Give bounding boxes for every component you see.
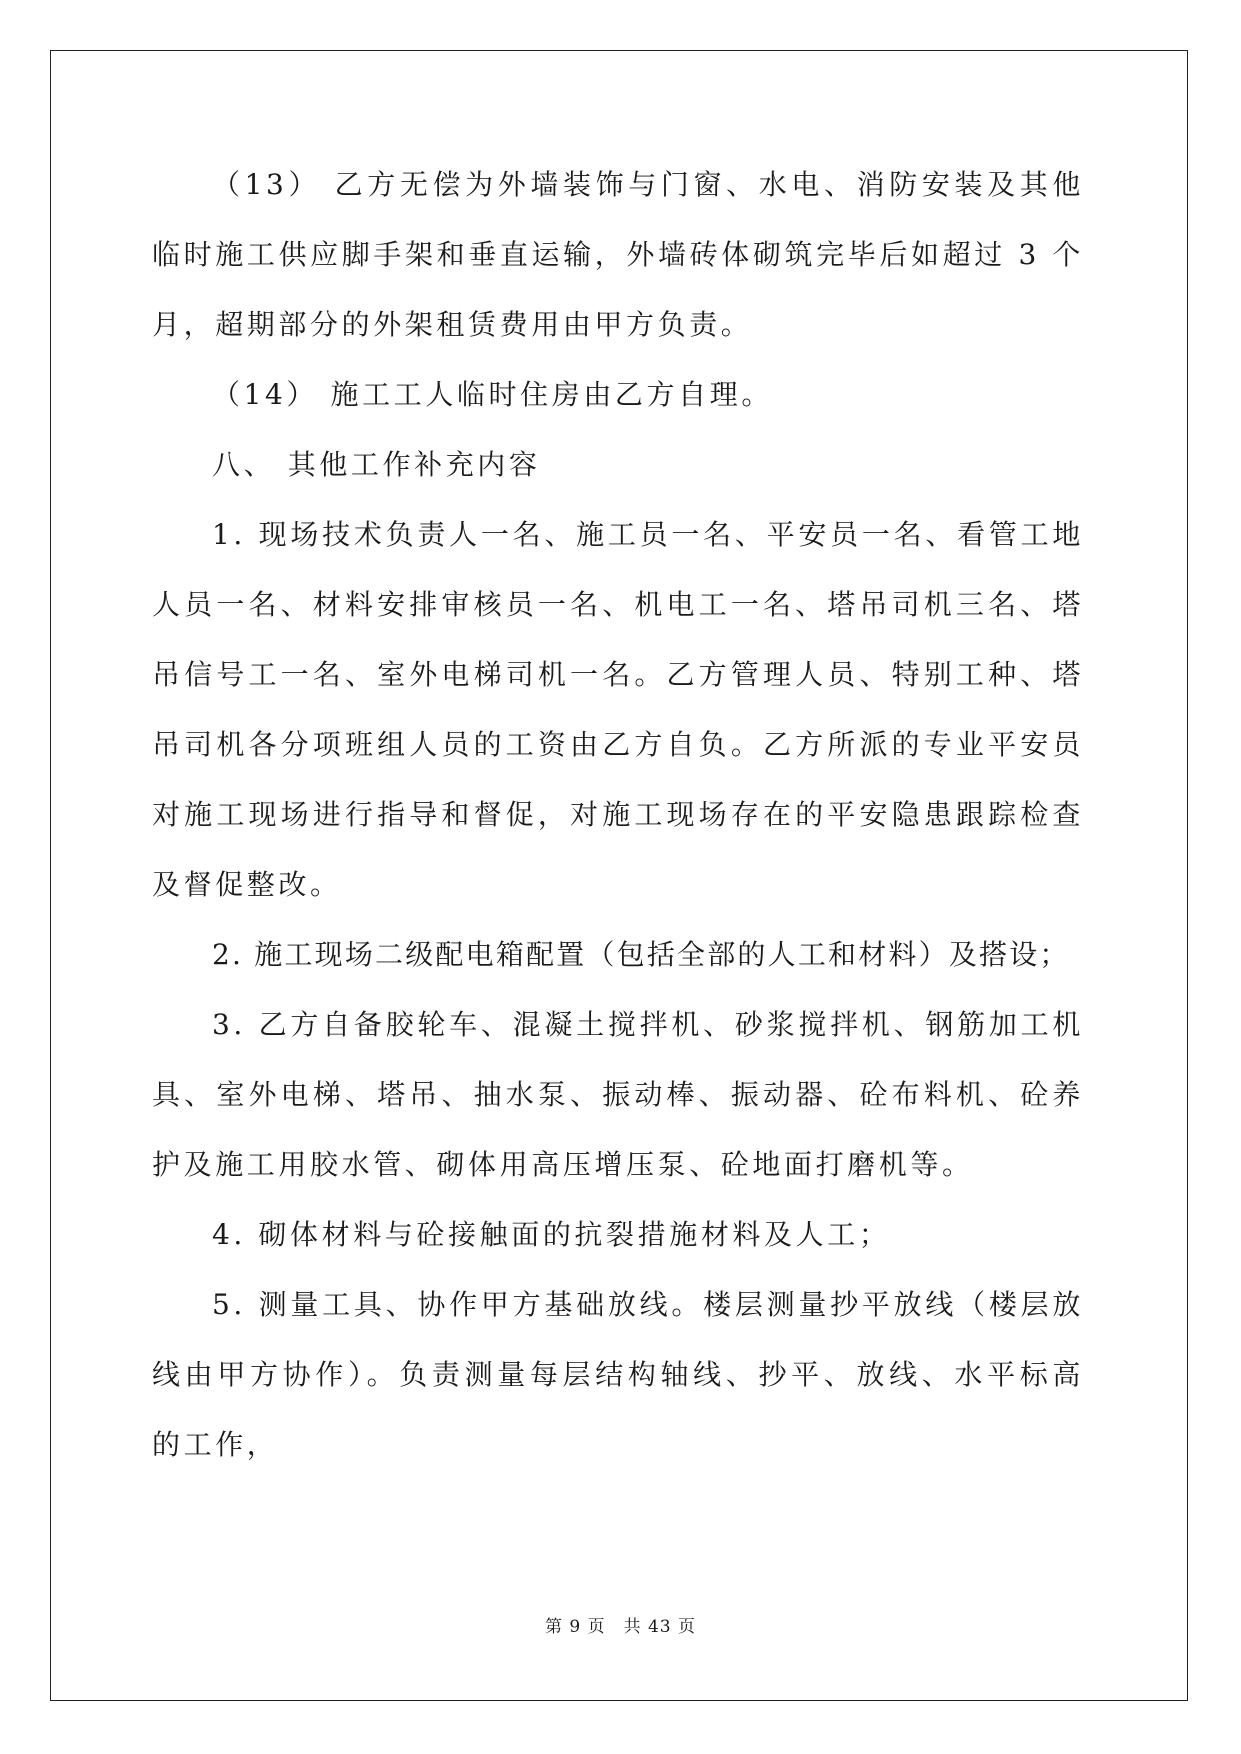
paragraph-item-5: 5. 测量工具、协作甲方基础放线。楼层测量抄平放线（楼层放线由甲方协作）。负责测量每层结构轴线、抄平、放线、水平标高的工作，	[152, 1288, 1084, 1461]
paragraph-13: （13） 乙方无偿为外墙装饰与门窗、水电、消防安装及其他临时施工供应脚手架和垂直运输，外墙砖体砌筑完毕后如超过 3 个月，超期部分的外架租赁费用由甲方负责。	[152, 168, 1084, 341]
paragraph-item-1: 1. 现场技术负责人一名、施工员一名、平安员一名、看管工地人员一名、材料安排审核员一名、机电工一名、塔吊司机三名、塔吊信号工一名、室外电梯司机一名。乙方管理人员、特别工种、塔吊司机各分项班组人员的工资由乙方自负。乙方所派的专业平安员对施工现场进行指导和督促，对施工现场存在的平安隐患跟踪检查及督促整改。	[152, 518, 1084, 901]
document-body	[152, 150, 1084, 1480]
paragraph-item-3: 3. 乙方自备胶轮车、混凝土搅拌机、砂浆搅拌机、钢筋加工机具、室外电梯、塔吊、抽水泵、振动棒、振动器、砼布料机、砼养护及施工用胶水管、砌体用高压增压泵、砼地面打磨机等。	[152, 1008, 1084, 1181]
paragraph-item-4: 4. 砌体材料与砼接触面的抗裂措施材料及人工；	[212, 1218, 891, 1251]
paragraph-14: （14） 施工工人临时住房由乙方自理。	[212, 378, 773, 411]
paragraph-item-2: 2. 施工现场二级配电箱配置（包括全部的人工和材料）及搭设；	[212, 938, 1070, 971]
section-heading-8: 八、 其他工作补充内容	[212, 448, 541, 481]
page-number-footer: 第 9 页 共 43 页	[544, 1617, 697, 1637]
